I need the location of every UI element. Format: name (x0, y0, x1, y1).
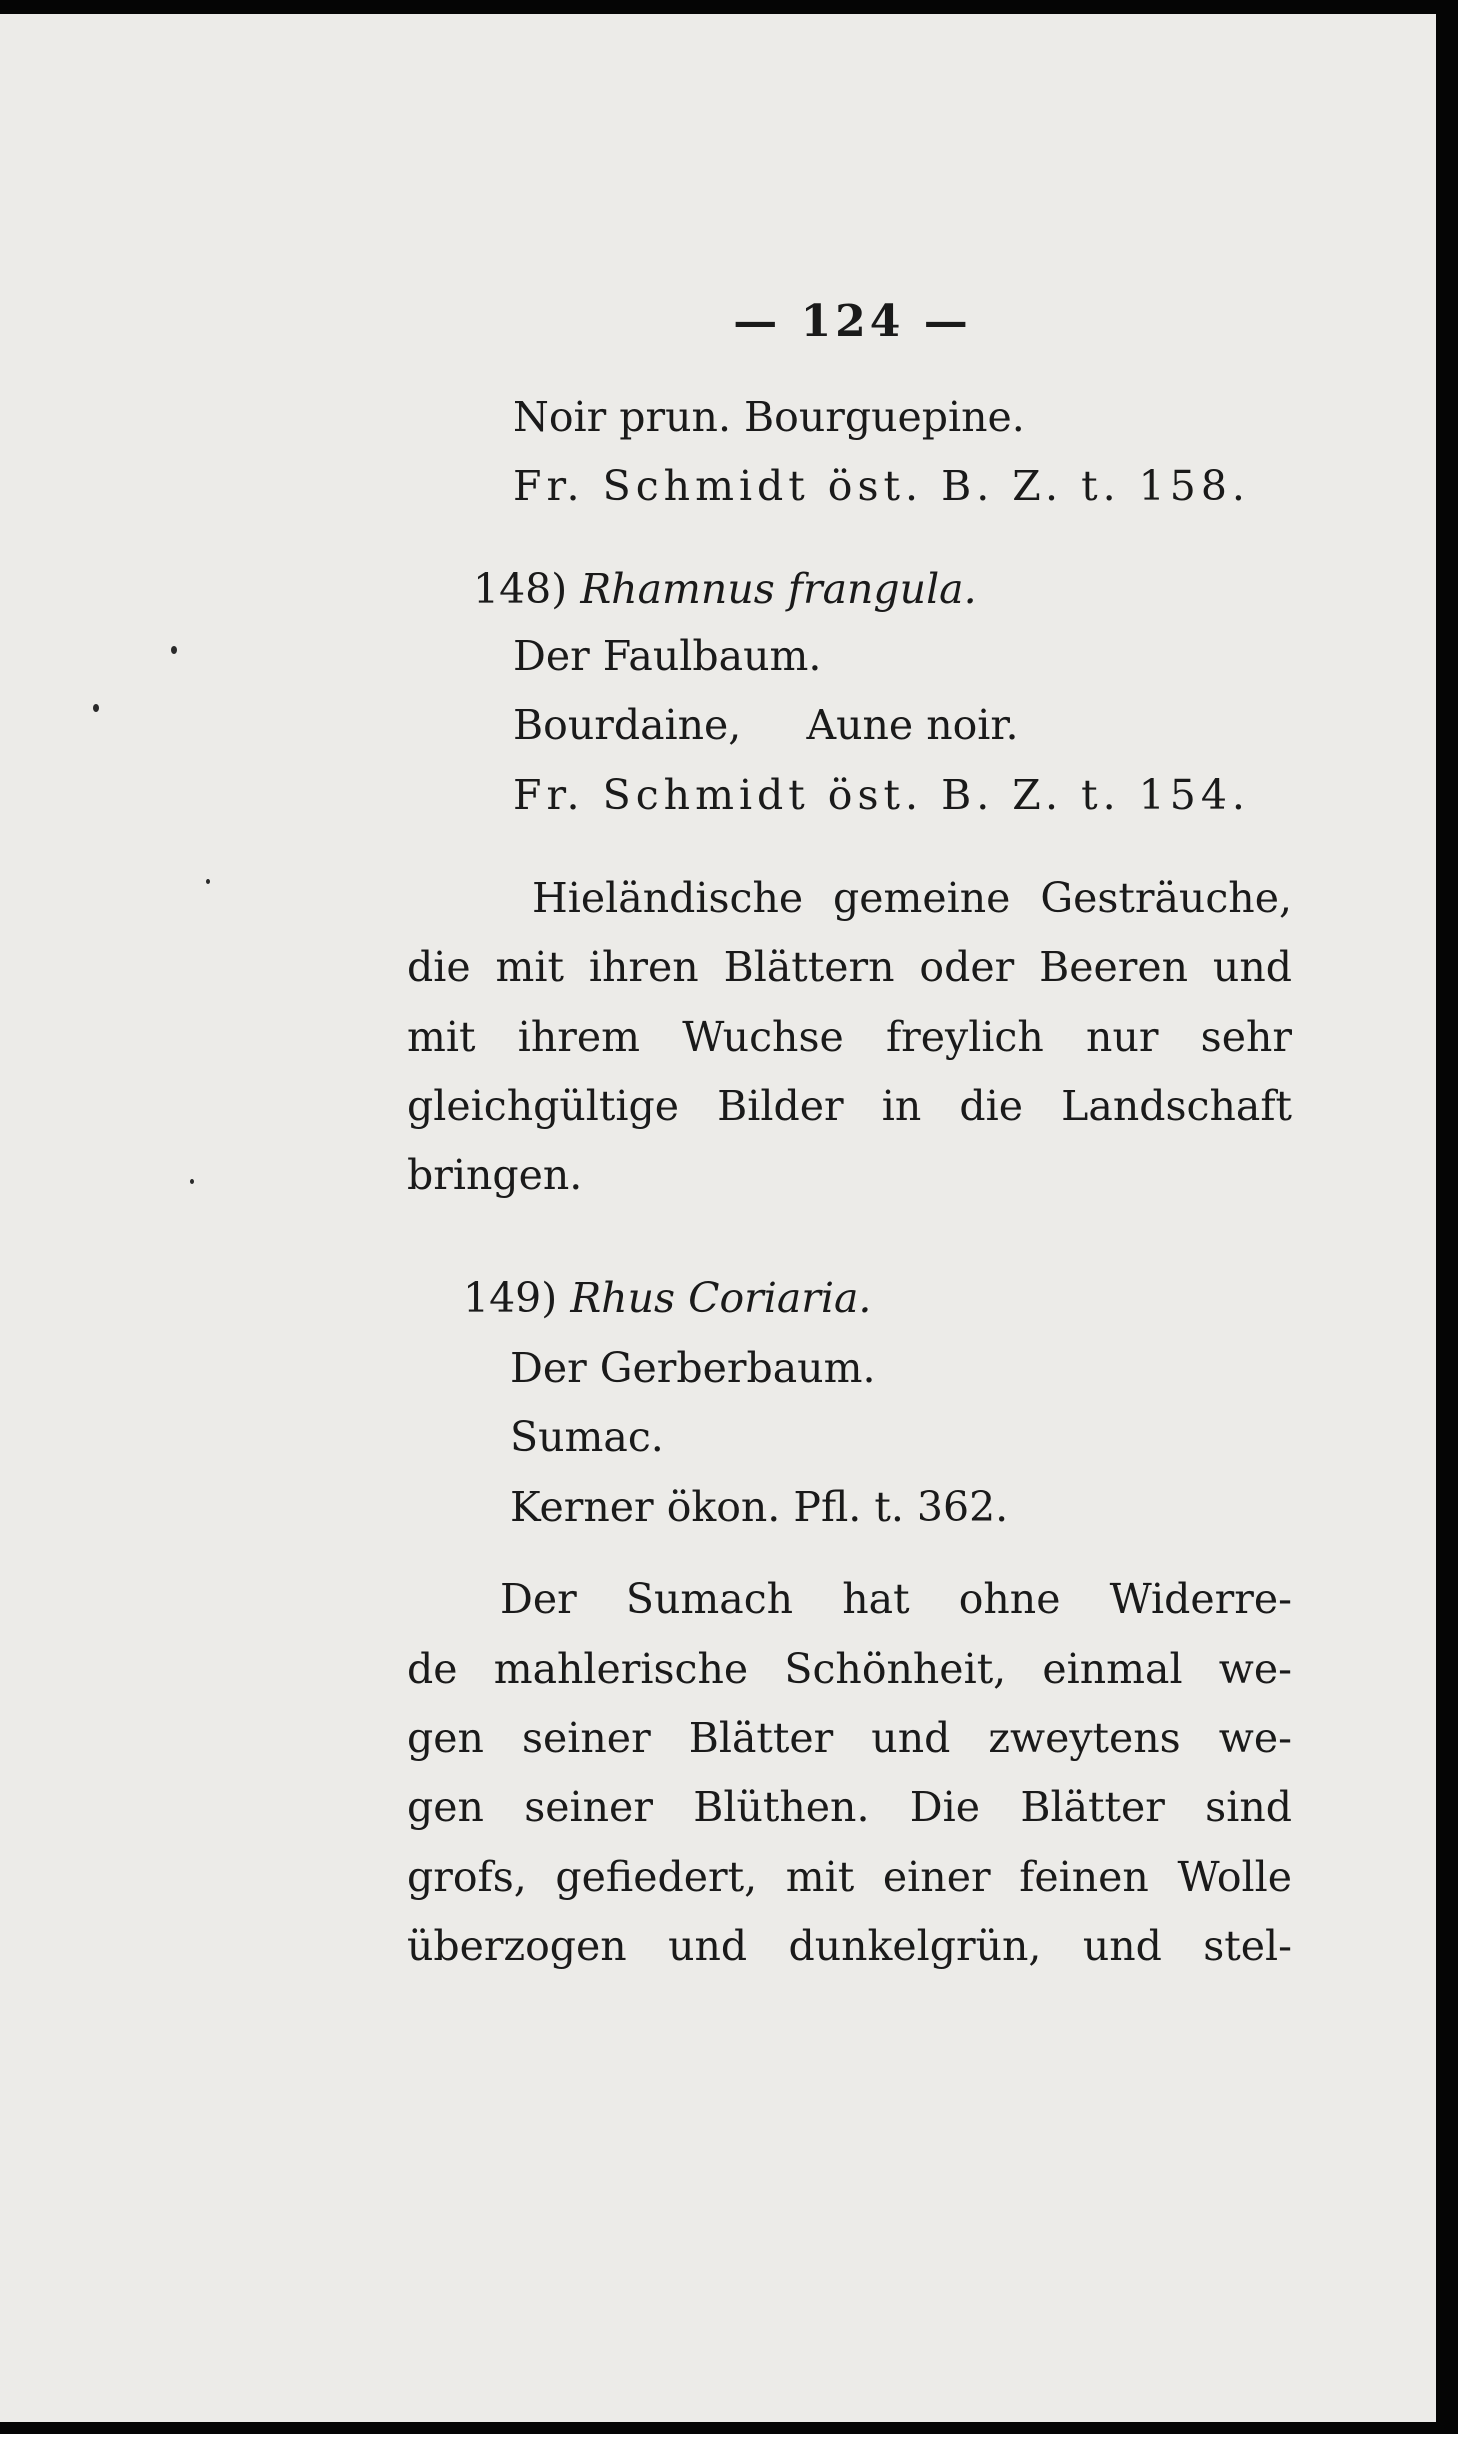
entry-latin-name: Rhus Coriaria. (570, 1274, 872, 1322)
entry-number: 149) (463, 1274, 558, 1322)
paragraph-line: überzogen und dunkelgrün, und stel- (407, 1922, 1292, 1970)
paper-speck (93, 704, 99, 712)
entry-line: Sumac. (510, 1413, 664, 1461)
entry-heading (473, 565, 977, 613)
entry-heading (463, 1274, 872, 1322)
paragraph-line: Der Sumach hat ohne Widerre- (500, 1575, 1292, 1623)
entry-line: Der Faulbaum. (513, 632, 822, 680)
entry-line: Bourdaine, Aune noir. (513, 701, 1019, 749)
entry-line: Noir prun. Bourguepine. (513, 393, 1025, 441)
paper-speck (190, 1179, 194, 1184)
paper-speck (206, 879, 210, 884)
paragraph-line: gleichgültige Bilder in die Landschaft (407, 1082, 1292, 1130)
entry-line: Der Gerberbaum. (510, 1344, 876, 1392)
page-number: — 124 — (733, 296, 972, 347)
paragraph-line: bringen. (407, 1151, 583, 1199)
paragraph-line: grofs, gefiedert, mit einer feinen Wolle (407, 1853, 1292, 1901)
entry-line: Fr. Schmidt öst. B. Z. t. 158. (513, 462, 1250, 510)
paragraph-line: mit ihrem Wuchse freylich nur sehr (407, 1013, 1292, 1061)
paragraph-line: Hieländische gemeine Gesträuche, (532, 874, 1292, 922)
paper-speck (171, 646, 177, 654)
paragraph-line: die mit ihren Blättern oder Beeren und (407, 943, 1292, 991)
entry-line: Fr. Schmidt öst. B. Z. t. 154. (513, 771, 1250, 819)
paragraph-line: gen seiner Blätter und zweytens we- (407, 1714, 1292, 1762)
paragraph-line: de mahlerische Schönheit, einmal we- (407, 1645, 1292, 1693)
paragraph-line: gen seiner Blüthen. Die Blätter sind (407, 1783, 1292, 1831)
entry-latin-name: Rhamnus frangula. (580, 565, 977, 613)
entry-line: Kerner ökon. Pfl. t. 362. (510, 1483, 1009, 1531)
entry-number: 148) (473, 565, 568, 613)
